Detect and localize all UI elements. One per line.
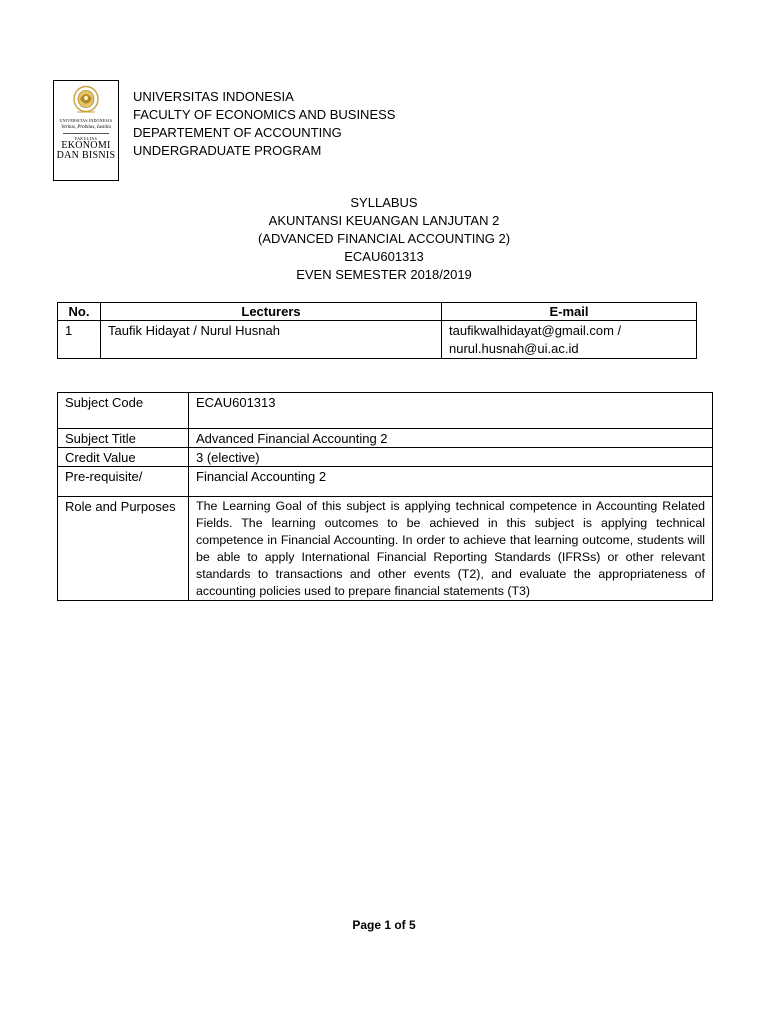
title-course-code: ECAU601313 bbox=[344, 249, 424, 264]
subject-code-label: Subject Code bbox=[58, 393, 189, 429]
page-number: Page 1 of 5 bbox=[352, 918, 416, 932]
table-row bbox=[58, 497, 713, 601]
title-course-en: (ADVANCED FINANCIAL ACCOUNTING 2) bbox=[257, 231, 511, 246]
credit-value: 3 (elective) bbox=[189, 448, 713, 467]
logo-faculty-line2: DAN BISNIS bbox=[56, 150, 116, 161]
university-logo bbox=[53, 80, 119, 181]
table-row bbox=[58, 393, 713, 429]
table-row bbox=[58, 467, 713, 497]
logo-faculty-line1: EKONOMI bbox=[61, 140, 111, 151]
table-row bbox=[58, 321, 697, 359]
header-no: No. bbox=[58, 303, 101, 321]
title-course-id: AKUNTANSI KEUANGAN LANJUTAN 2 bbox=[268, 213, 500, 228]
role-purposes-label: Role and Purposes bbox=[58, 497, 189, 601]
subject-code-value: ECAU601313 bbox=[189, 393, 713, 429]
logo-faculty-small: FAKULTAS bbox=[74, 136, 98, 141]
title-semester: EVEN SEMESTER 2018/2019 bbox=[296, 267, 472, 282]
logo-divider bbox=[63, 133, 109, 134]
makara-emblem-icon bbox=[71, 84, 101, 118]
header-department: DEPARTEMENT OF ACCOUNTING bbox=[133, 125, 342, 140]
header-email: E-mail bbox=[442, 303, 697, 321]
subject-title-label: Subject Title bbox=[58, 429, 189, 448]
prerequisite-value: Financial Accounting 2 bbox=[189, 467, 713, 497]
subject-info-table bbox=[57, 392, 713, 601]
syllabus-title bbox=[0, 194, 768, 284]
institution-header bbox=[133, 88, 395, 160]
email-line-1: taufikwalhidayat@gmail.com / bbox=[449, 323, 622, 338]
table-row bbox=[58, 448, 713, 467]
header-lecturers: Lecturers bbox=[101, 303, 442, 321]
title-syllabus: SYLLABUS bbox=[350, 195, 418, 210]
role-purposes-text: The Learning Goal of this subject is applying technical competence in Accounting Related Fields. The learning outcomes to be achieved in this subject is applying technical competence in Financial Accounting. In order to achieve that learning outcome, students will be able to apply International Financial Reporting Standards (IFRSs) or other relevant standards to transactions and other events (T2), and evaluate the appropriateness of accounting policies used to prepare financial statements (T3) bbox=[189, 497, 713, 601]
subject-title-value: Advanced Financial Accounting 2 bbox=[189, 429, 713, 448]
lecturer-emails bbox=[442, 321, 697, 359]
header-faculty: FACULTY OF ECONOMICS AND BUSINESS bbox=[133, 107, 396, 122]
credit-value-label: Credit Value bbox=[58, 448, 189, 467]
logo-university-text: UNIVERSITAS INDONESIA bbox=[59, 118, 113, 123]
prerequisite-label: Pre-requisite/ bbox=[58, 467, 189, 497]
header-program: UNDERGRADUATE PROGRAM bbox=[133, 143, 322, 158]
lecturer-names: Taufik Hidayat / Nurul Husnah bbox=[101, 321, 442, 359]
header-university: UNIVERSITAS INDONESIA bbox=[133, 89, 294, 104]
lecturer-no: 1 bbox=[58, 321, 101, 359]
lecturers-table bbox=[57, 302, 697, 359]
table-header-row bbox=[58, 303, 697, 321]
email-line-2: nurul.husnah@ui.ac.id bbox=[449, 341, 579, 356]
table-row bbox=[58, 429, 713, 448]
logo-motto: Veritas, Probitas, Iustitia bbox=[60, 125, 112, 130]
